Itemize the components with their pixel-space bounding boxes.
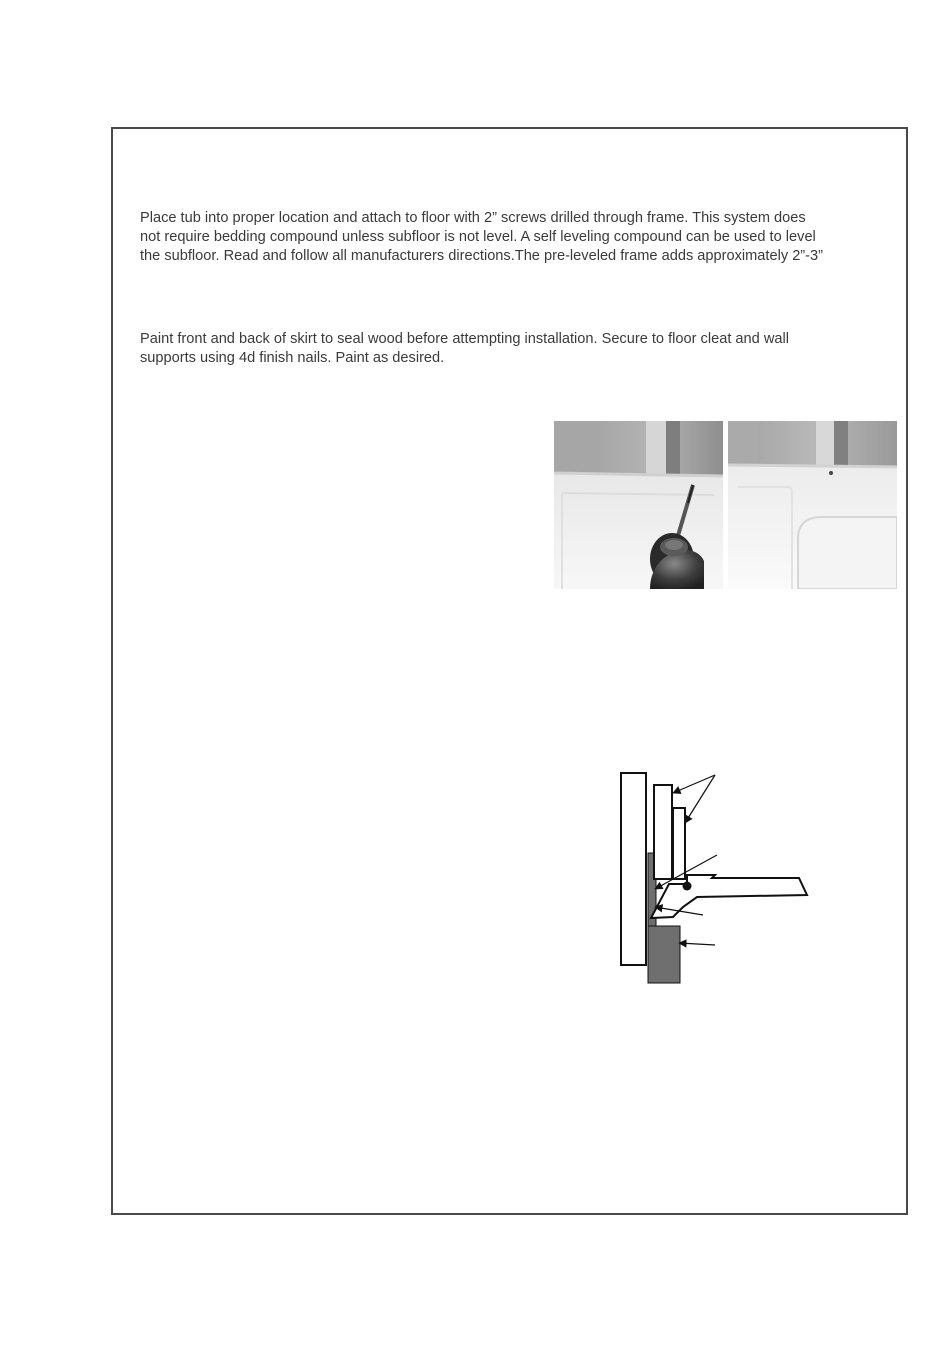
installed-screw-photo bbox=[728, 421, 897, 589]
support-arrow-2 bbox=[685, 775, 715, 823]
wall-support-outer bbox=[654, 785, 672, 879]
screw-dot bbox=[683, 882, 692, 891]
tub-flange bbox=[651, 875, 807, 918]
skirt-section-diagram bbox=[615, 765, 815, 995]
floor-cleat bbox=[648, 926, 680, 983]
frame-install-instructions: Place tub into proper location and attach to floor with 2” screws drilled through frame. This system does not require bedding compound unless subfloor is not level. A self leveling compound can be used to level the subfloor. Read and follow all manufacturers directions.The pre-leveled frame adds approximately 2”-3” bbox=[140, 210, 824, 264]
cleat-arrow bbox=[679, 943, 715, 945]
content-frame bbox=[111, 127, 908, 1215]
wall-stud bbox=[621, 773, 646, 965]
wall-support-inner bbox=[673, 808, 685, 879]
drill-photo bbox=[554, 421, 723, 589]
skirt-install-instructions: Paint front and back of skirt to seal wood before attempting installation. Secure to floor cleat and wall supports using 4d finish nails. Paint as desired. bbox=[140, 331, 789, 366]
